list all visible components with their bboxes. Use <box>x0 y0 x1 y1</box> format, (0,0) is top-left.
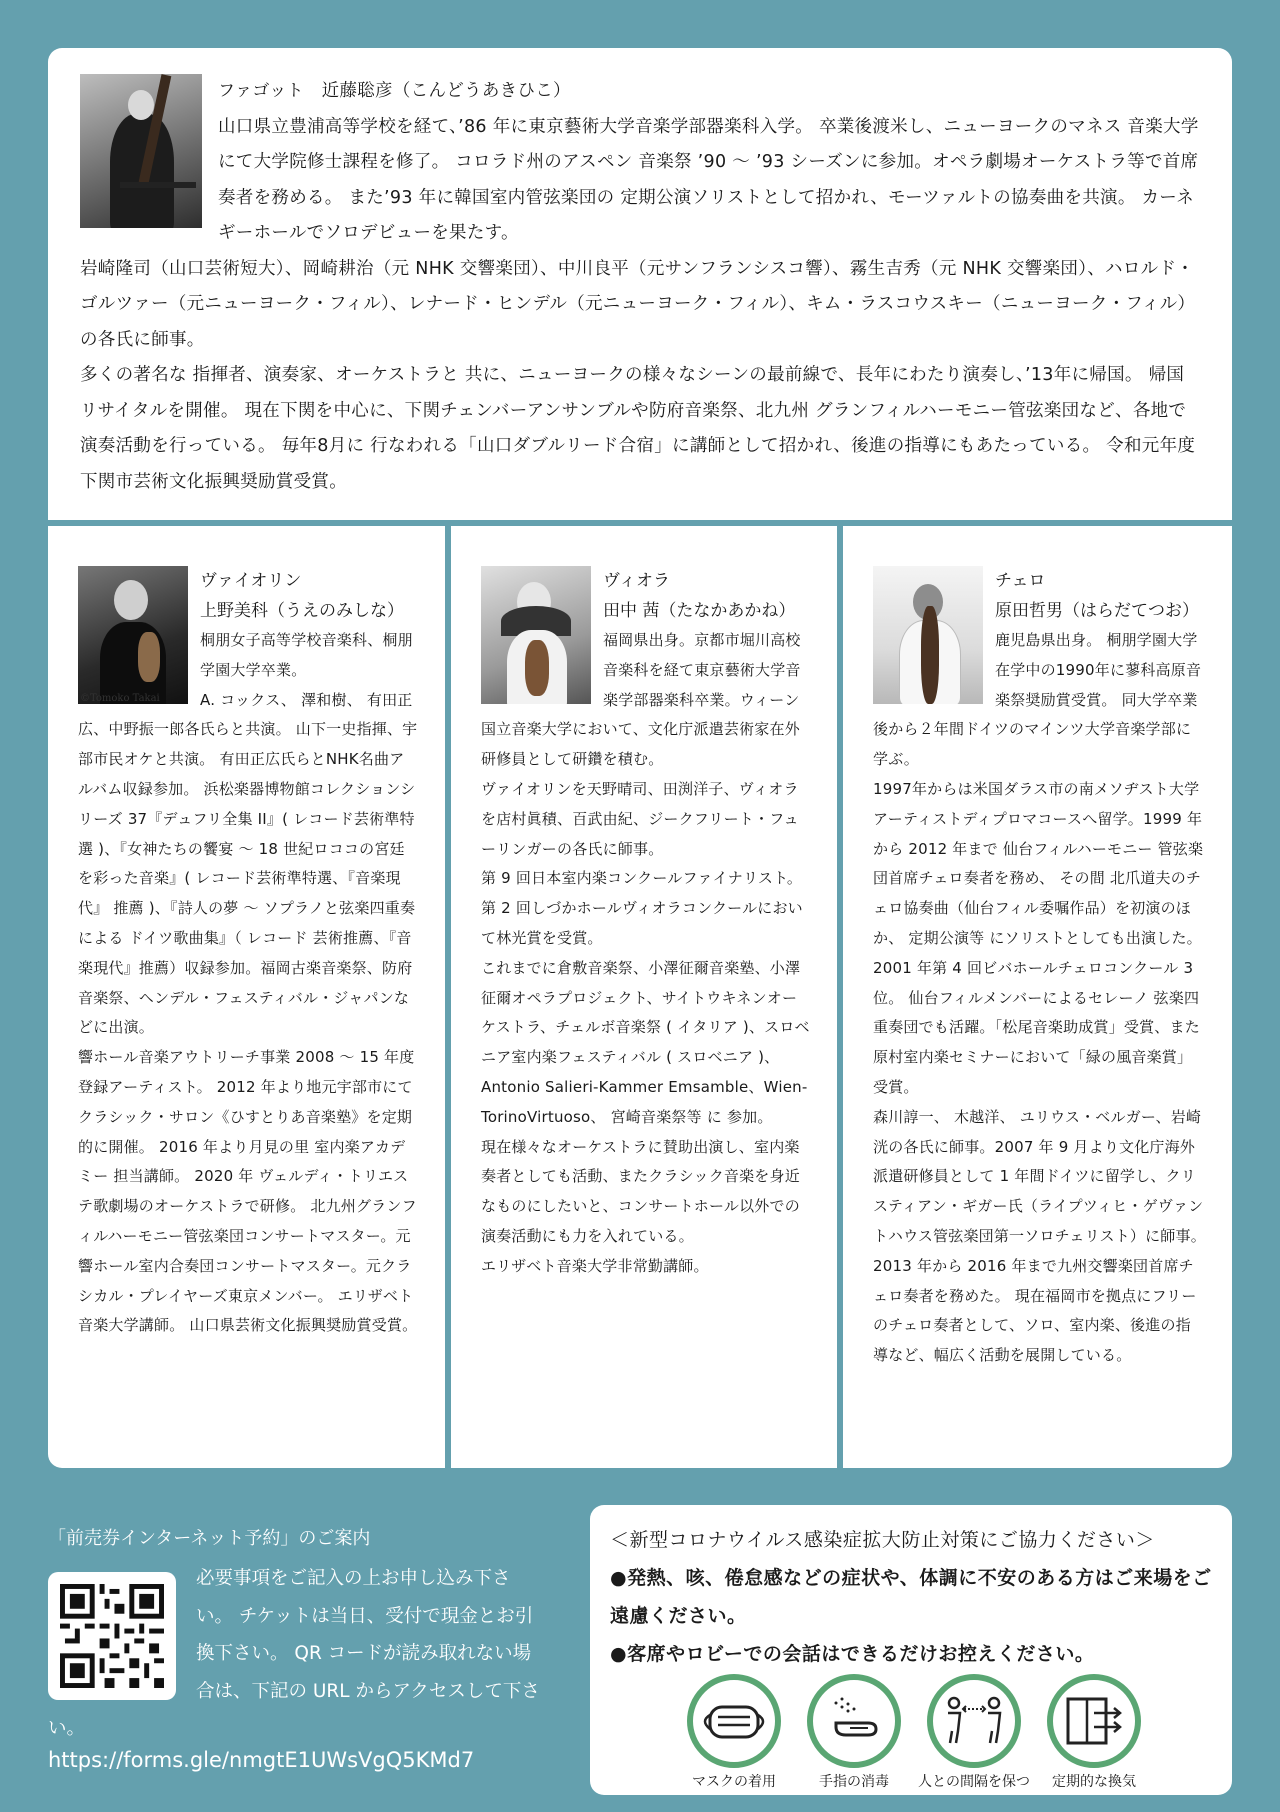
cello-bio-2: 1997年からは米国ダラス市の南メソヂスト大学アーティストディプロマコースへ留学。1999 年から 2012 年まで 仙台フィルハーモニー 管弦楽団首席チェロ奏者を務め、 その間 北爪道夫のチェロ協奏曲（仙台フィル委嘱作品）を初演のほか、 定期公演等 にソリストとしても出演した。 2001 年第 4 回ビバホールチェロコンクール 3 位。 仙台フィルメンバーによるセレーノ 弦楽四重奏団でも活躍。「松尾音楽助成賞」受賞、また原村室内楽セミナーにおいて「緑の風音楽賞」受賞。 <box>873 779 1204 1096</box>
ventilation-icon <box>1046 1673 1142 1769</box>
viola-name: 田中 茜（たなかあかね） <box>603 601 796 621</box>
distance-label: 人との間隔を保つ <box>918 1774 1030 1790</box>
violin-photo-credit: ©Tomoko Takai <box>80 693 160 704</box>
ticket-instructions-text: 必要事項をご記入の上お申し込み下さい。 チケットは当日、受付で現金とお引換下さい。 QR コードが読み取れない場合は、下記の URL からアクセスして下さい。 <box>48 1568 540 1739</box>
ticket-instructions <box>48 1560 542 1748</box>
mask-icon <box>686 1673 782 1769</box>
corona-line-1: ●発熱、咳、倦怠感などの症状や、体調に不安のある方はご来場をご遠慮ください。 <box>610 1567 1212 1627</box>
fagott-name: 近藤聡彦（こんどうあきひこ） <box>321 81 571 101</box>
hand-sanitize-icon <box>806 1673 902 1769</box>
cello-bio-4: 2013 年から 2016 年まで九州交響楽団首席チェロ奏者を務めた。 現在福岡市を拠点にフリーのチェロ奏者として、ソロ、室内楽、後進の指導など、幅広く活動を展開している。 <box>873 1256 1197 1365</box>
viola-bio-3: 第 9 回日本室内楽コンクールファイナリスト。第 2 回しづかホールヴィオラコンクールにおいて林光賞を受賞。 <box>481 869 803 947</box>
violin-player-photo <box>78 566 188 704</box>
sanitize-item <box>794 1673 914 1791</box>
violin-instrument: ヴァイオリン <box>200 571 302 591</box>
cello-player-photo <box>873 566 983 704</box>
mask-item <box>674 1673 794 1791</box>
violin-bio-2: A. コックス、 澤和樹、 有田正広、中野振一郎各氏らと共演。 山下一史指揮、宇部市民オケと共演。 有田正広氏らとNHK名曲アルバム収録参加。 浜松楽器博物館コレクションシリーズ 37『デュフリ全集 II』( レコード芸術準特選 )、『女神たちの饗宴 ～ 18 世紀ロココの宮廷を彩った音楽』( レコード芸術準特選、『音楽現代』 推薦 )、『詩人の夢 ～ ソプラノと弦楽四重奏 による ドイツ歌曲集』（ レコード 芸術推薦、『音楽現代』推薦）収録参加。福岡古楽音楽祭、防府音楽祭、ヘンデル・フェスティバル・ジャパンなどに出演。 <box>78 690 418 1037</box>
distance-icon <box>926 1673 1022 1769</box>
distance-item <box>914 1673 1034 1791</box>
corona-notice-card <box>590 1505 1232 1795</box>
fagott-player-photo <box>80 74 202 228</box>
ticket-section-title: 「前売券インターネット予約」のご案内 <box>48 1528 371 1549</box>
ticket-url-link[interactable]: https://forms.gle/nmgtE1UWsVgQ5KMd7 <box>48 1748 475 1772</box>
viola-bio-6: エリザベト音楽大学非常勤講師。 <box>481 1256 709 1275</box>
viola-instrument: ヴィオラ <box>603 571 670 591</box>
violin-bio-1: 桐朋女子高等学校音楽科、桐朋学園大学卒業。 <box>200 631 413 679</box>
cello-name: 原田哲男（はらだてつお） <box>995 601 1199 621</box>
sanitize-label: 手指の消毒 <box>819 1774 889 1790</box>
cello-bio-3: 森川諄一、 木越洋、 ユリウス・ベルガー、岩崎洸の各氏に師事。2007 年 9 月より文化庁海外派遣研修員として 1 年間ドイツに留学し、クリスティアン・ギガー氏（ライプツィヒ・ゲヴァントハウス管弦楽団第一ソロチェリスト）に師事。 <box>873 1107 1206 1245</box>
fagott-bio-2: 岩崎隆司（山口芸術短大）、岡崎耕治（元 NHK 交響楽団）、中川良平（元サンフランシスコ響）、霧生吉秀（元 NHK 交響楽団）、ハロルド・ゴルツァー（元ニューヨーク・フィル）、レナード・ヒンデル（元ニューヨーク・フィル）、キム・ラスコウスキー（ニューヨーク・フィル）の各氏に師事。 <box>80 258 1196 350</box>
corona-icons <box>674 1673 1154 1790</box>
violin-profile-card <box>48 526 445 1468</box>
mask-label: マスクの着用 <box>692 1774 776 1790</box>
fagott-heading <box>80 74 1200 110</box>
fagott-profile-card <box>48 48 1232 520</box>
viola-bio-4: これまでに倉敷音楽祭、小澤征爾音楽塾、小澤征爾オペラプロジェクト、サイトウキネンオーケストラ、チェルボ音楽祭 ( イタリア )、スロベニア室内楽フェスティバル ( スロベニア )、Antonio Salieri-Kammer Emsamble、Wien-TorinoVirtuoso、 宮崎音楽祭等 に 参加。 <box>481 958 810 1126</box>
fagott-bio-3: 多くの著名な 指揮者、演奏家、オーケストラと 共に、ニューヨークの様々なシーンの最前線で、長年にわたり演奏し、’13年に帰国。 帰国リサイタルを開催。 現在下関を中心に、下関チェンバーアンサンブルや防府音楽祭、北九州 グランフィルハーモニー管弦楽団など、各地で演奏活動を行っている。 毎年8月に 行なわれる「山口ダブルリード合宿」に講師として招かれ、後進の指導にもあたっている。 令和元年度下関市芸術文化振興奨励賞受賞。 <box>80 365 1196 492</box>
viola-profile-card <box>451 526 837 1468</box>
cello-profile-card <box>843 526 1232 1468</box>
violin-name: 上野美科（うえのみしな） <box>200 601 404 621</box>
cello-bio-1: 鹿児島県出身。 桐朋学園大学在学中の1990年に蓼科高原音楽祭奨励賞受賞。 同大学卒業後から２年間ドイツのマインツ大学音楽学部に学ぶ。 <box>873 631 1202 769</box>
corona-line-2: ●客席やロビーでの会話はできるだけお控えください。 <box>610 1643 1095 1665</box>
violin-bio-3: 響ホール音楽アウトリーチ事業 2008 ～ 15 年度登録アーティスト。 2012 年より地元宇部市にてクラシック・サロン《ひすとりあ音楽塾》を定期的に開催。 2016 年より月見の里 室内楽アカデミー 担当講師。 2020 年 ヴェルディ・トリエステ歌劇場のオーケストラで研修。 北九州グランフィルハーモニー管弦楽団コンサートマスター。元響ホール室内合奏団コンサートマスター。元クラシカル・プレイヤーズ東京メンバー。 エリザベト音楽大学講師。 山口県芸術文化振興奨励賞受賞。 <box>78 1048 418 1335</box>
viola-bio-2: ヴァイオリンを天野晴司、田渕洋子、ヴィオラを店村眞積、百武由紀、ジークフリート・フューリンガーの各氏に師事。 <box>481 779 799 858</box>
viola-player-photo <box>481 566 591 704</box>
ventilation-label: 定期的な換気 <box>1052 1774 1136 1790</box>
viola-bio-1: 福岡県出身。京都市堀川高校音楽科を経て東京藝術大学音楽学部器楽科卒業。ウィーン国立音楽大学において、文化庁派遣芸術家在外研修員として研鑽を積む。 <box>481 631 801 769</box>
ventilation-item <box>1034 1673 1154 1791</box>
viola-bio-5: 現在様々なオーケストラに賛助出演し、室内楽奏者としても活動、またクラシック音楽を身近なものにしたいと、コンサートホール以外での演奏活動にも力を入れている。 <box>481 1137 800 1245</box>
cello-instrument: チェロ <box>995 571 1046 591</box>
corona-title: ＜新型コロナウイルス感染症拡大防止対策にご協力ください＞ <box>610 1529 1155 1551</box>
fagott-instrument: ファゴット <box>218 81 304 101</box>
fagott-bio-1: 山口県立豊浦高等学校を経て、’86 年に東京藝術大学音楽学部器楽科入学。 卒業後渡米し、ニューヨークのマネス 音楽大学にて大学院修士課程を修了。 コロラド州のアスペン 音楽祭 ’90 ～ ’93 シーズンに参加。オペラ劇場オーケストラ等で首席奏者を務める。 また’93 年に韓国室内管弦楽団の 定期公演ソリストとして招かれ、モーツァルトの協奏曲を共演。 カーネギーホールでソロデビューを果たす。 <box>218 116 1199 243</box>
